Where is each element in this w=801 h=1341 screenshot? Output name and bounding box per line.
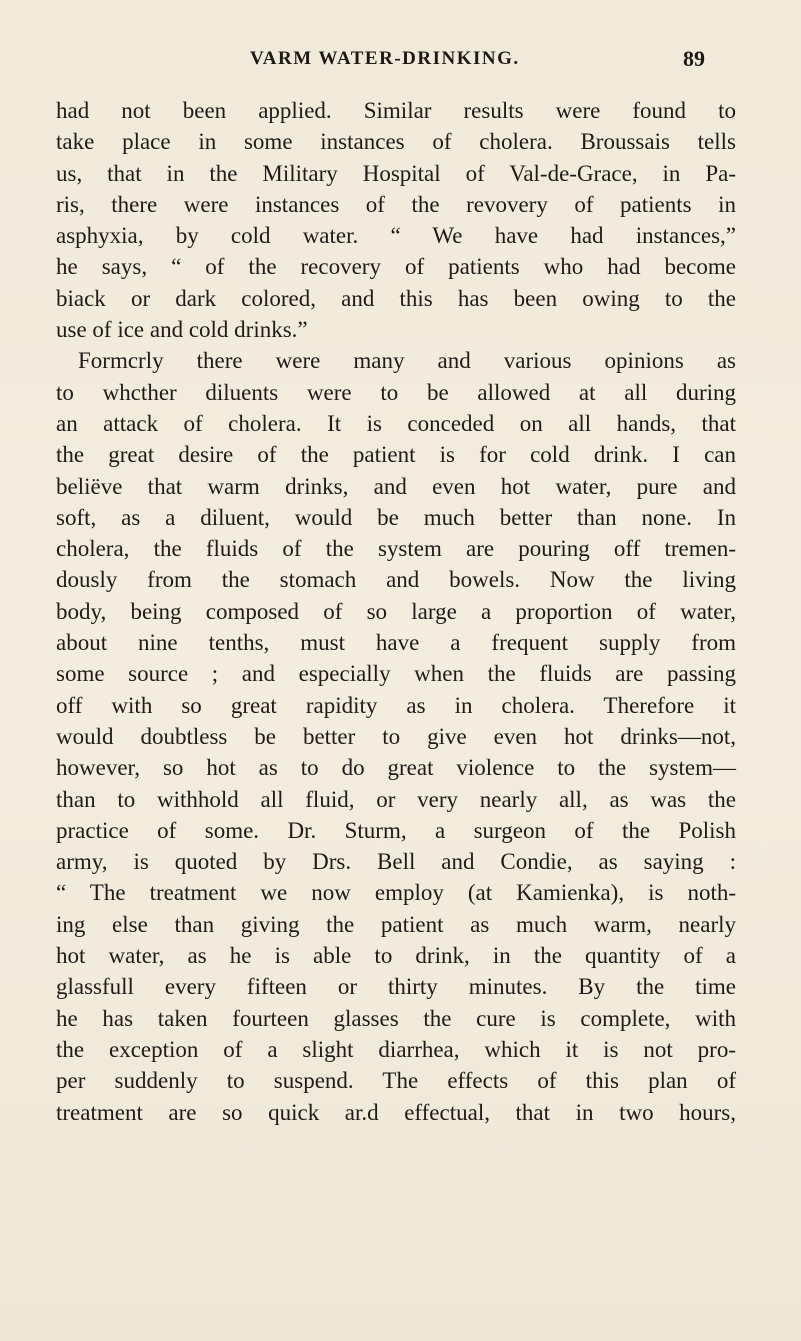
text-line: would doubtless be better to give even hot drinks—not, [56, 723, 736, 749]
text-line: “ The treatment we now employ (at Kamienka), is noth- [56, 880, 736, 906]
text-line: ing else than giving the patient as much warm, nearly [56, 911, 736, 937]
text-line: us, that in the Military Hospital of Val-de-Grace, in Pa- [56, 160, 736, 186]
text-line: treatment are so quick ar.d effectual, that in two hours, [56, 1099, 736, 1125]
text-line: body, being composed of so large a proportion of water, [56, 598, 736, 624]
running-title: VARM WATER-DRINKING. [250, 48, 520, 69]
text-line: asphyxia, by cold water. “ We have had instances,” [56, 223, 736, 249]
text-line: some source ; and especially when the fluids are passing [56, 661, 736, 687]
text-line: he says, “ of the recovery of patients who had become [56, 254, 736, 280]
text-line: beliëve that warm drinks, and even hot water, pure and [56, 473, 736, 499]
text-line: army, is quoted by Drs. Bell and Condie, as saying : [56, 849, 736, 875]
text-line: off with so great rapidity as in cholera. Therefore it [56, 692, 736, 718]
text-line: the great desire of the patient is for cold drink. I can [56, 442, 736, 468]
text-line: per suddenly to suspend. The effects of this plan of [56, 1068, 736, 1094]
text-line: hot water, as he is able to drink, in the quantity of a [56, 943, 736, 969]
body-text [56, 95, 736, 1128]
text-line: dously from the stomach and bowels. Now the living [56, 567, 736, 593]
text-line: had not been applied. Similar results were found to [56, 98, 736, 123]
text-line: Formcrly there were many and various opinions as [78, 348, 736, 374]
text-line: to whcther diluents were to be allowed at all during [56, 379, 736, 405]
text-line: the exception of a slight diarrhea, which it is not pro- [56, 1036, 736, 1062]
text-line: take place in some instances of cholera. Broussais tells [56, 129, 736, 155]
text-line: about nine tenths, must have a frequent supply from [56, 630, 736, 656]
text-line: soft, as a diluent, would be much better than none. In [56, 504, 736, 530]
text-line: practice of some. Dr. Sturm, a surgeon of the Polish [56, 817, 736, 843]
text-line: ris, there were instances of the revovery of patients in [56, 191, 736, 217]
text-line: cholera, the fluids of the system are pouring off tremen- [56, 536, 736, 562]
text-line: biack or dark colored, and this has been owing to the [56, 285, 736, 311]
page-number: 89 [683, 46, 705, 71]
text-line: than to withhold all fluid, or very nearly all, as was the [56, 786, 736, 812]
text-line: an attack of cholera. It is conceded on all hands, that [56, 410, 736, 436]
text-line: however, so hot as to do great violence to the system— [56, 755, 736, 781]
text-line: use of ice and cold drinks.” [56, 317, 308, 343]
text-line: he has taken fourteen glasses the cure is complete, with [56, 1005, 736, 1031]
text-line: glassfull every fifteen or thirty minutes. By the time [56, 974, 736, 1000]
